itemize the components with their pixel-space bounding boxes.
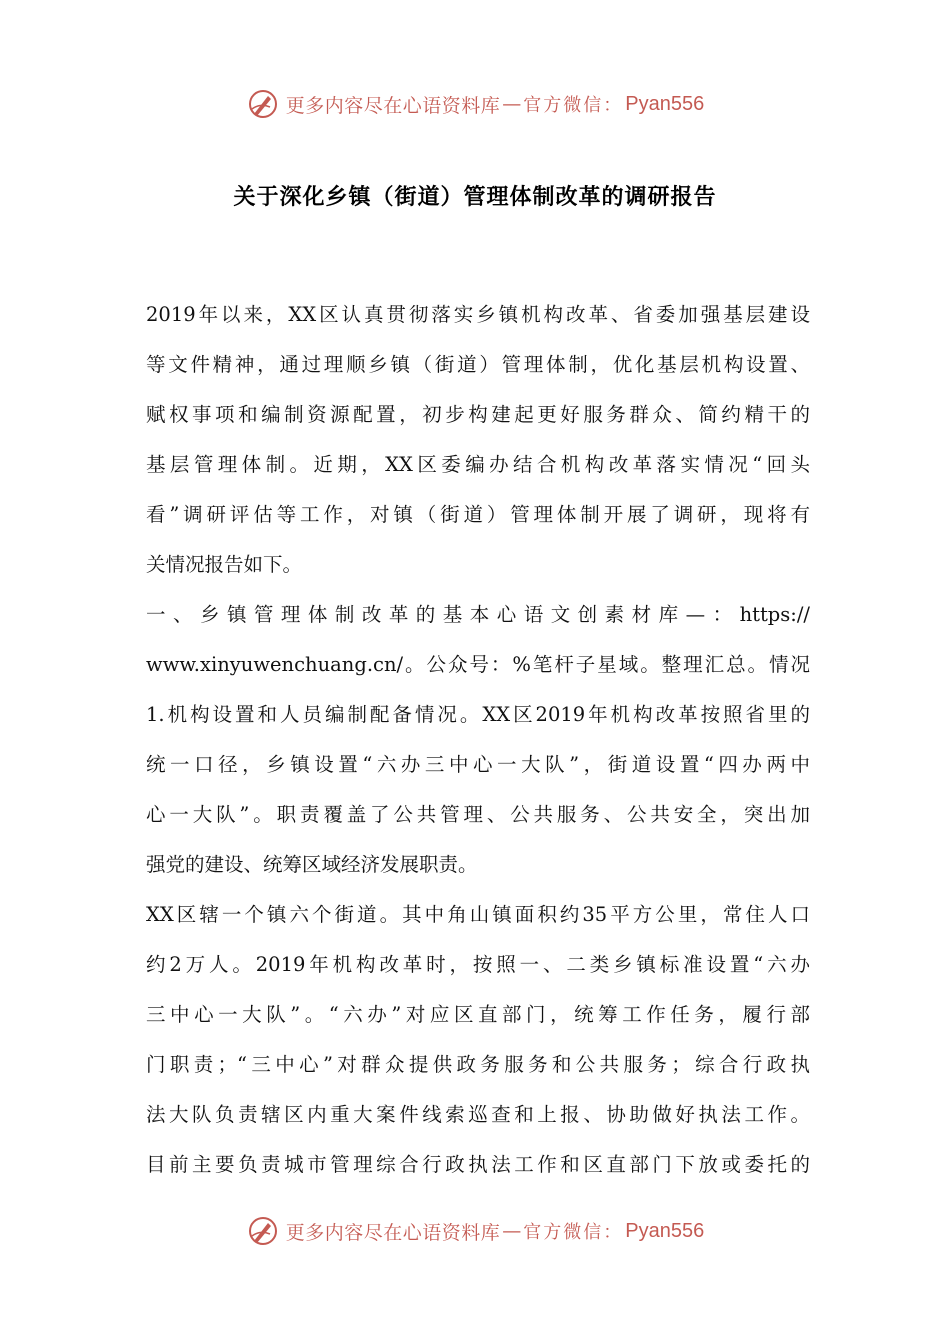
footer-watermark [0,1211,950,1251]
watermark-brand: 更多内容尽在心语资料库 [285,1221,501,1244]
pen-logo-icon [246,1214,280,1248]
watermark-dash: — [502,1220,522,1242]
watermark-official: 官方微信： [523,95,624,116]
body-line: 三中心一大队”。“六办”对应区直部门，统筹工作任务，履行部 [146,1003,810,1026]
body-line: 基层管理体制。近期，XX区委编办结合机构改革落实情况“回头 [146,453,810,476]
body-line: 一、乡镇管理体制改革的基本心语文创素材库—：https:// [146,603,810,626]
body-line: 看”调研评估等工作，对镇（街道）管理体制开展了调研，现将有 [146,503,810,526]
body-line: 门职责；“三中心”对群众提供政务服务和公共服务；综合行政执 [146,1053,810,1076]
body-line: 约2万人。2019年机构改革时，按照一、二类乡镇标准设置“六办 [146,953,810,976]
body-line: 目前主要负责城市管理综合行政执法工作和区直部门下放或委托的 [146,1153,810,1176]
watermark-wechat-id: Pyan556 [625,92,705,115]
body-line: 心一大队”。职责覆盖了公共管理、公共服务、公共安全，突出加 [146,803,810,826]
watermark-dash: — [502,93,522,115]
body-line: 统一口径，乡镇设置“六办三中心一大队”，街道设置“四办两中 [146,753,810,776]
header-watermark [0,84,950,124]
watermark-brand: 更多内容尽在心语资料库 [285,94,501,117]
body-line: 关情况报告如下。 [146,553,303,576]
body-line: 赋权事项和编制资源配置，初步构建起更好服务群众、简约精干的 [146,403,810,426]
body-line: www.xinyuwenchuang.cn/。公众号：%笔杆子星域。整理汇总。情况 [146,653,810,676]
body-line: 强党的建设、统筹区域经济发展职责。 [146,853,478,876]
watermark-official: 官方微信： [523,1222,624,1243]
body-line: XX区辖一个镇六个街道。其中角山镇面积约35平方公里，常住人口 [146,903,810,926]
watermark-wechat-id: Pyan556 [625,1219,705,1242]
pen-logo-icon [246,87,280,121]
body-line: 等文件精神，通过理顺乡镇（街道）管理体制，优化基层机构设置、 [146,353,810,376]
body-line: 1.机构设置和人员编制配备情况。XX区2019年机构改革按照省里的 [146,703,810,726]
document-title: 关于深化乡镇（街道）管理体制改革的调研报告 [233,185,717,210]
body-line: 法大队负责辖区内重大案件线索巡查和上报、协助做好执法工作。 [146,1103,810,1126]
body-line: 2019年以来，XX区认真贯彻落实乡镇机构改革、省委加强基层建设 [146,303,810,326]
document-body [146,290,810,1190]
